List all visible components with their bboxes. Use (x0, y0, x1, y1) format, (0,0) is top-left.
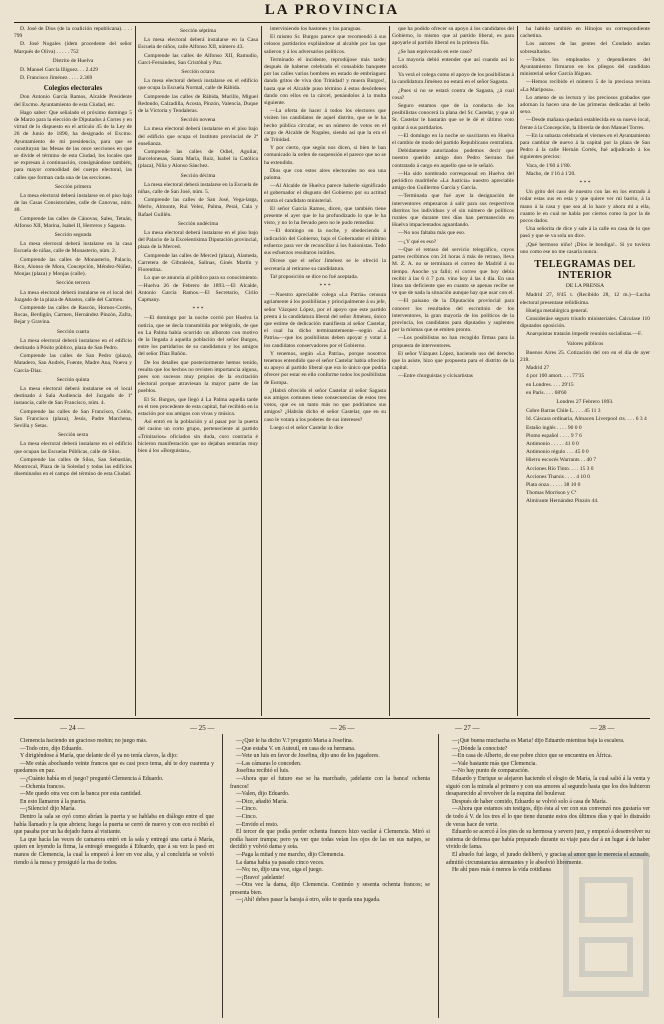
paragraph: La mesa electoral deberá instalarse en el piso bajo del Palacio de la Excelentísima Diputación provincial, plaza de la Merced. (138, 230, 258, 251)
paragraph: en Londres. . . . 29'15 (526, 381, 574, 388)
section-heading: Sección novena (180, 117, 216, 124)
paragraph: —El paisano de la Diputación provincial para conocer los resultados del escrutinio de los interventores, la gran mayoría de los políticos de la provincia, los candidatos para diputados y suplentes por la mismas que se emiten pronto. (392, 298, 514, 334)
paragraph: —En la subasta celebrada el viernes en el Ayuntamiento para cambiar de nuevo á la capital por la plaza de San Pedro á la calle Hernán Cortés, fué adjudicado á los siguientes precios: (520, 132, 650, 161)
paragraph: Estaño inglés . . . . 90 0 0 (526, 424, 582, 431)
folletin-paragraph: —Vale bastante más que Clemencia. (452, 760, 537, 767)
folletin-rule (14, 718, 650, 719)
column-divider (222, 734, 223, 1018)
folletin-paragraph: —Dice, añadió María. (236, 798, 288, 805)
paragraph: La mesa electoral deberá instalarse en la casa Escuela de niñas, calle de Monasterio, núm. 2. (14, 241, 132, 255)
paragraph: —Todos los empleados y dependientes del Ayuntamiento firmaron en los pliegos del candidato ministerial señor García Iñiguez. (520, 56, 650, 78)
paragraph: Comprende las calles de Cánovas, Sales, Tetuán, Alfonso XII, Marina, Isabel II, Herreros y Sagasta. (14, 215, 132, 229)
paragraph: ¿Se han equivocado en este caso? (398, 48, 473, 55)
paragraph: De los detalles que posteriormente hemos tenido, resulta que los hechos no revisten importancia alguna, pues son sucesos muy propios de la excitación electoral porque atraviesan la mayor parte de las pueblos. (138, 359, 258, 395)
section-heading: Sección undécima (177, 220, 219, 227)
paragraph: Luego si el señor Castelar lo dice (270, 424, 344, 431)
paragraph: —La oferta de hacer á todos los electores que visiten los candidatos de aquel distrito, que se le ha hecho pública circular, es un número de votos en el cargo de Alcalde de Nogales, siendo así que la era el de Trinidad. (264, 108, 386, 144)
paragraph: 4 por 100 amort. . . . 77'35 (526, 373, 585, 380)
folletin-column-1 (14, 738, 214, 1018)
paragraph: —Entre churguistas y cicisartistas (398, 373, 473, 380)
paragraph: Comprende las calles de Rascón, Hornos-Cortés, Rocas, Berdigón, Carmen, Hernández Pinzón, Zafra, Bejar y Gravina. (14, 304, 132, 326)
folletin-paragraph: El abuelo fué largo, el jurado deliberó, y gracias al amor que le merecía el acusado, admitió circunstancias atenuantes y le absolvió libremente. (446, 851, 650, 866)
column-divider (135, 26, 136, 716)
paragraph: Acciones Tharsis . . . . 4 10 0 (526, 473, 591, 480)
paragraph: Tal proposición se dice no fué aceptada. (270, 273, 359, 280)
folletin-paragraph: —Ahora que el futuro ese se ha marchado, ¡adelante con la banca! ochenta francos! (230, 775, 430, 790)
folletin-paragraph: La dama había ya pasado cinco veces. (236, 859, 325, 866)
paragraph: Cobre Barras Chile L. . . . 45 11 3 (526, 408, 601, 415)
paragraph: El señor Vázquez López, haciendo uso del derecho que la asiste, hizo que propuesta para el distrito de la capital. (392, 350, 514, 372)
paragraph: La mesa electoral deberá instalarse en el edificio que ocupan las Escuelas Públicas, calle de Silos. (14, 441, 132, 455)
paragraph: —No nos faltaba más que eso. (398, 230, 466, 237)
folletin-paragraph: —¡Ahí! debes pasar la baraja á otro, sólo te queda una jugada. (236, 897, 381, 904)
folletin-paragraph: —Todo otro, dijo Eduardo. (20, 745, 83, 752)
folletin-paragraph: —Que estaba V. en Auteuil, en casa de su hermana. (236, 745, 356, 752)
folletin-paragraph: —¡Qué buena muchacha es María! dijo Eduardo mientras baja la escalera. (452, 738, 625, 744)
folletin-paragraph: —¡Bravo! ¡adelante! (236, 874, 285, 881)
paragraph: —El domingo por la noche corrió por Huelva la noticia, que se decía transmitida por telégrafo, de que en La Palma había ocurrido un alboroto con motivo de la llegada á aquella población del señor Burgos, entre los partidarios de su candidatura y los amigos del señor Díaz Bañón. (138, 315, 258, 358)
paragraph: ¿Pues si no se estará contra de Sagasta, ¿á cual cosa? (392, 87, 514, 101)
paragraph: Dios que con estos aires electorales no sea una paloma. (264, 167, 386, 182)
paragraph: Comprende las calles de San Francisco, Colón, San Francisco (plaza), Jesús, Padre Marchena, Sevilla y Setas. (14, 408, 132, 429)
paragraph: —Que el retraso del servicio telegráfico, cuyos partes recibimos con 24 horas á más de retraso, lleva M. Z. A. no se terminara el correo de Madrid á su tiempo. Anoche ya falló; el correo que hoy debía recibir á las 6 ó 7 p.m. vino hoy á las 4 dia. En una línea tan deficiente que en cuanto se apenas recibe se ve que de nada la situación aunque hay que usar con el. (392, 246, 514, 297)
folletin-paragraph: Dentro la sala se oyó como abrían la puerta y se hablaba en diálogo entre el que había llamado y la que abriera; luego la puerta se cerró de nuevo y con eco recibió el que pasaba por un ha dejado fuera al visitante. (14, 813, 214, 836)
paragraph: Plata onza . . . . . 38 10 0 (526, 481, 581, 488)
masthead-rule (14, 22, 650, 23)
page-number: — 28 — (590, 724, 615, 732)
paragraph: Ya verá el colega como el apoyo de los posibilistas á la candidatura Jiménez no estará en el señor Sagasta. (392, 72, 514, 86)
paragraph: D. José de Dios (de la coalición republicana). . . . 799 (14, 26, 132, 40)
folletin-paragraph: —Cinco. (236, 806, 258, 813)
section-heading: Londres 27 Febrero 1893. (556, 398, 614, 405)
paragraph: Comprende las calles de Merced (plaza), Alameda, Carretera de Gibraleón, Salinas, Ginés Martín y Florentina. (138, 252, 258, 274)
column-2 (138, 26, 258, 716)
paragraph: La mesa electoral deberá instalarse en el edificio que ocupa la Escuela Normal, calle de Rábida. (138, 78, 258, 92)
folletin-paragraph: —¡Silencio! dijo María. (20, 806, 76, 813)
paragraph: La mesa electoral deberá instalarse en el local del Juzgado de la plaza de Abastos, calle del Carmen. (14, 289, 132, 303)
folletin-paragraph: En esto llamaron á la puerta. (20, 798, 87, 805)
paragraph: —Desde mañana quedará establecida en su nuevo local, frente á la Concepción, la librería de don Manuel Torres. (520, 117, 650, 131)
folletin-column-3 (446, 738, 650, 1018)
paragraph: Seguro estamos que de la conducta de los posibilistas conocerá la plana del Sr. Castelar, y que al Sr. Castelar le bastarán que se le dé el último voto quitar á sus partidarios. (392, 103, 514, 131)
paragraph: Comprende las calles de Odiel, Aguilar, Barcelonesas, Santa María, Ruiz, Isabel la Católica (plaza), Niña y Alonso Sánchez. (138, 149, 258, 170)
paragraph: Antimonio régulo . . . 45 0 0 (526, 449, 589, 456)
paragraph: Consideráse seguro triunfo ministeriales. Calculase 110 diputados oposición. (520, 315, 650, 330)
paragraph: Madrid 27, 8'45 t. (Recibido 28, 12 m.)—Lucha electoral presentase reñidísima. (520, 292, 650, 306)
folletin-paragraph: —No; no, dijo una voz, siga el juego. (236, 867, 323, 874)
paragraph: Comprende las calles de San José, Vega-larga, Merlo, Almonte, Rui Velez, Palma, Peral, Cala y Rafael Guillén. (138, 197, 258, 218)
paragraph: ¡Qué hermoso niño! ¡Dios le bendiga!.. Si yo tuviera uno como ese no me casaría nunca. (520, 241, 650, 255)
folletin-paragraph: Y dirigiéndose á María, que delante de él ya no tenía clavos, la dijo: (20, 753, 178, 760)
paragraph: Y tenemos, según «La Patria», porque nosotros tenemos entendido que el señor Castelar había ofrecido su apoyo al partido liberal que era lo único que podría ofrecer por estar en ello conforme todos los posibilistas de Europa. (264, 350, 386, 386)
section-heading: Sección octava (181, 69, 215, 76)
folletin-paragraph: —No hay punto de comparación. (452, 768, 530, 775)
section-heading: Sección décima (180, 172, 216, 179)
folletin-paragraph: He ahí pues más ó menos la vida cotidiana (452, 867, 551, 874)
paragraph: Comprende las calles de Monasterio, Palacio, Rico, Alonso de Mora, Concepción, Méndez-Núñez, Monjas (plaza) y Monjas (calle). (14, 256, 132, 278)
paragraph: Madrid 27 (526, 365, 550, 372)
paragraph: Anarquistas tratarán impedir reunión socialistas.—F. (526, 331, 642, 338)
bold-heading: Colegios electorales (43, 84, 103, 93)
folletin-paragraph: —Paga la mitad y me marcho, dijo Clemencia. (236, 851, 345, 858)
paragraph: ha habido también en Hinojos su correspondiente cachetina. (520, 26, 650, 40)
folletin-paragraph: —Cinco. (236, 813, 258, 820)
paragraph: Así entró en la población y al pasar por la puerta del casino un corto grupo, perteneciente al partido «Trinitarios» oficiados sin duda, coro contraria é hicieron manifestación que no dejaban sentarías muy bien á los «Borguistas», (138, 419, 258, 454)
paragraph: Buenos Aires 25. Cotización del oro en el día de ayer 218. (520, 349, 650, 363)
folletin-paragraph: Eduardo y Enrique se alejaron haciendo el elogio de María, la cual salió á la venta y siguió con la mirada al primero y con sus amores al segundo hasta que los dos hubieron desaparecido al revolver de la esquina del boulevar. (446, 775, 650, 798)
paragraph: D. Francisco Jiménez . . . . 2.369 (20, 75, 93, 82)
page-number: — 27 — (455, 724, 480, 732)
paragraph: D. Manuel García Iñiguez. . . 2.429 (20, 67, 99, 74)
section-heading: Valores públicos (566, 340, 604, 347)
section-heading: Sección sexta (57, 432, 89, 439)
folletin-column-2 (230, 738, 430, 1018)
folletin-paragraph: El tercer de que podía perder ochenta francos hizo vacilar á Clemencia. Miró si podía hacer trampa; pero ya ver que todas veían los ojos de las en sus naipes, se decidió y volvió dama y sota. (230, 829, 430, 851)
paragraph: La mesa electoral deberá instalarse en la Escuela de niñas, calle de San José, núm. 5. (138, 181, 258, 196)
paragraph: que ha podido ofrecer su apoyo á los candidatos del Gobierno, lo mismo que al partido liberal, es para apoyarle al partido liberal en la primera fila. (392, 26, 514, 47)
paragraph: —Hemos recibido el número 5 de la preciosa revista «La Mariposa». (520, 79, 650, 93)
paragraph: Lo que se anuncia al público para su conocimiento.—Huelva 26 de Febrero de 1893.—El Alcalde, Antonio García Ramos.—El Secretario, Cirilo Capmany. (138, 275, 258, 303)
paragraph: —El domingo en la noche se suscitaron en Huelva el cambio de modo del partido Republicano centralista. (392, 132, 514, 147)
column-divider (261, 26, 262, 716)
paragraph: —El domingo en la noche, y obedeciendo á indicación del Gobierno, bajo el Gobernador el último esfuerzo para ver de reconciliar á los fusionistas. Todo sus esfuerzos resultaron inútiles. (264, 228, 386, 257)
paragraph: —Ha sido nombrado corresponsal en Huelva del periódico madrileño «La Justicia» nuestro apreciable amigo don Guillermo García y García. (392, 170, 514, 192)
paragraph: ¿Habrá ofrecido el señor Castelar al señor Sagasta sus amigos comunes tiene consecuencias de estos tres votos, que es un tanto más no que podríamos sus amigos? ¿Habrán dicho el señor Castelar, que en su caso le votara a los poderes de sus intereses? (264, 387, 386, 423)
column-3 (264, 26, 386, 716)
section-heading: Sección cuarta (56, 328, 90, 335)
paragraph: Vaca, de 1'60 á 1'80. (526, 162, 572, 169)
column-4 (392, 26, 514, 716)
paragraph: Acciones Río Tinto. . . . 15 3 0 (526, 465, 594, 472)
paragraph: —Nuestro apreciable colega «La Patria» censura agriamente á los posibilistas y principalmente á su jefe, señor Vázquez López, por el apoyo que este partido presta á la candidatura liberal del señor Jiménez, único que estime de dedicación manifiesta al señor Castelar, el cual ha dicho terminantemente—según «La Patria»—que los posibilistas deben apoyar y votar á los candidatos conservadores por el Gobierno. (264, 292, 386, 349)
paragraph: en París. . . . 68'60 (526, 389, 567, 396)
folletin-paragraph: Eduardo se acercó á los pies de su hermosa y severo juez, y empezó á desenvolver su sistema de defensa que había preparado durante su viaje para dar á un lugar á de haber vivido de fama. (446, 829, 650, 851)
paragraph: —Terminada que fué ayer la designación de interventores empezaron á salir para sus respectivos distritos los individuos y el sin número de políticos rurales que durante tres días han permanecido en Huelva impacientados aguardando. (392, 193, 514, 229)
paragraph: interviniendo los bastones y los paraguas. (270, 26, 362, 32)
paragraph: Comprende las calles de San Pedro (plaza), Matadero, San Andrés, Fuente, Madre Ana, Nueva y García-Díaz. (14, 353, 132, 374)
paragraph: Antimonio . . . . . 41 0 0 (526, 440, 579, 447)
paragraph: Dícese que el señor Jiménez se le ofreció la secretaría al retirarse su candidatura. (264, 258, 386, 272)
folletin-paragraph: Josefina recibió el luis. (236, 768, 290, 775)
paragraph: Plomo español . . . . 9 7 6 (526, 432, 582, 439)
paragraph: Macho, de 1'16 á 1'20. (526, 170, 576, 177)
section-heading: Sección segunda (54, 232, 92, 239)
folletin-paragraph: —Otra vez la dama, dijo Clemencia. Continúo y sesenta ochenta francos; se presenta bien. (230, 882, 430, 896)
folletin-paragraph: —Ahora que estamos sin testigos, dijo ésta al ver con sus convenzó nos gustaría ver de todo á V. de los tres el lo que tiene durante estos dos últimos días y qué lo distraído de veras hace de verte. (446, 806, 650, 828)
paragraph: Thomas Morrison y Cª (526, 490, 577, 497)
page-number: — 25 — (190, 724, 215, 732)
paragraph: La mesa electoral deberá instalarse en la Casa Escuela de niños, calle Alfonso XII, número 43. (138, 37, 258, 51)
folletin-paragraph: —Las cámaras lo conceden. (236, 760, 302, 767)
folletin-paragraph: —Ochenta francos. (20, 783, 66, 790)
folletin-paragraph: —¿Cuánto había en el juego? preguntó Clemencia á Eduardo. (20, 775, 164, 782)
page-number: — 26 — (330, 724, 355, 732)
section-heading: DE LA PRENSA (565, 283, 605, 290)
paragraph: Hierro escocés Warrants . . 40 7 (526, 457, 597, 464)
paragraph: —Los posibilistas no han recogido firmas para la propuesta de interventores. (392, 335, 514, 349)
paragraph: —¿Y qué es eso? (398, 238, 437, 245)
paragraph: El mismo Sr. Burgos parece que recomendó á sus celosos partidarios expliándose al alcalde por las que salieron y á los adversarios políticos. (264, 34, 386, 55)
folletin-paragraph: Después de haber comido, Eduardo se volvió solo á casa de María. (452, 798, 608, 805)
paragraph: Una señorita de dice y sale á la calle en casa de lo que pasó y que se va sola un dice. (520, 226, 650, 240)
section-separator: * * * (319, 282, 331, 289)
paragraph: Almirante Hernández Pinzón 44. (526, 498, 599, 505)
paragraph: La mayoría debió entender que así cuando así lo acordó. (392, 56, 514, 71)
folletin-paragraph: —Me estás abochando veinte francos que es casi poco tema, ahí te doy cuarenta y quedamos en paz. (14, 760, 214, 775)
column-1 (14, 26, 132, 716)
folletin-paragraph: —Envido el resto. (236, 821, 279, 828)
paragraph: Hago saber: Que señalado el próximo domingo 5 de Marzo para la elección de Diputados á Cortes y en virtud de lo dispuesto en el artículo 45 de la Ley de 26 de Junio de 1890, ha designado el Excmo. Ayuntamiento de mi presidencia, para que se constituyan las Mesas de las once secciones en que se divide el término de esta Ciudad, los locales que se expresan á continuación, consignándose también, para mayor comodidad del cuerpo electoral, las calles que forman cada una de las secciones. (14, 109, 132, 181)
paragraph: Id. Cáscara ordinaria, Almacen Liverpool cts. . . . 6 3 4 (526, 416, 647, 423)
column-divider (438, 734, 439, 1018)
page-number: — 24 — (60, 724, 85, 732)
paragraph: Comprende las calles de Rábida, Murillo, Miguel Redondo, Calzadilla, Acosta, Pinzón, Valencia, Duque de la Victoria y Tendaleras. (138, 93, 258, 115)
column-divider (517, 26, 518, 716)
folletin-paragraph: —Vete un luis en favor de Josefina, dijo uno de los jugadores. (236, 753, 380, 760)
paragraph: Debidamente autorizados podemos decir que nuestro querido amigo don Pedro Serrano fué contratado á cargo en aquello que se le señaló. (392, 148, 514, 169)
paragraph: Lo ameno de su lectura y los preciosos grabados que adornan la hacen una de las primeras dedicadas al bello sexo. (520, 94, 650, 116)
paragraph: Los autores de las gentes del Condado andan sobresaltados. (520, 41, 650, 55)
folletin-paragraph: La que hacía las veces de camarera entró en la sala y entregó una carta á María, quien en leyendo la firma, la entregó enseguida á Eduardo, que á su vez la pasó en manos de Clemencia, la cual la empezó á leer en voz alta, y al concluirla se volvió riendo á la mesa y prosiguió la risa de todos. (14, 836, 214, 866)
paragraph: Huelga metalúrgica general. (526, 307, 589, 314)
paragraph: La mesa electoral deberá instalarse en el piso bajo del edificio que ocupa el Instituto provincial de 2ª enseñanza. (138, 126, 258, 147)
paragraph: Comprende las calles de Alfonso XII, Ramudio, Garci-Fernández, San Cristóbal y Paz. (138, 52, 258, 66)
paragraph: —Al Alcalde de Huelva parece haberle significado el gobernador el disgusto del Gobierno por su actitud contra el candidato ministerial. (264, 183, 386, 204)
section-heading: Sección quinta (56, 376, 90, 383)
section-heading: Sección primera (55, 183, 91, 190)
section-heading: Distrito de Huelva (52, 57, 94, 64)
folletin-paragraph: —Valen, dijo Eduardo. (236, 791, 290, 798)
paragraph: Terminado el incidente, reprodújose más tarde; después de haberse celebrado el consabido banquete por las calles varios hombres en estado de embriaguez dando gritos de viva don Trinidad! y muera Burgos!, hasta que el Alcalde puso término á estos desórdenes dando con ellos en la cárcel, penándolos á la multa siguiente. (264, 56, 386, 107)
paragraph: El señor García Ramos, dicen, que también tiene presente el ayer que le ha profundizado lo que le ha visto, y no lo ha llevado pero no le pudo remediar. (264, 205, 386, 227)
folletin-paragraph: —¿Qué le ha dicho V.? preguntó María á Josefina. (236, 738, 353, 744)
folletin-paragraph: —¿Dónde la conociste? (452, 745, 508, 752)
paragraph: La mesa electoral deberá instalarse en el edificio destinado á Pósito público, plaza de San Pedro. (14, 337, 132, 351)
folletin-paragraph: —En casa de Alberto, de ese pobre chico que se encuentra en África. (452, 753, 612, 760)
folletin-paragraph: —Me quedo otra vez con la banca por esta cantidad. (20, 791, 142, 798)
telegram-heading: TELEGRAMAS DEL INTERIOR (534, 259, 636, 282)
masthead-title: LA PROVINCIA (264, 2, 400, 18)
paragraph: La mesa electoral deberá instalarse en el piso bajo de las Casas Consistoriales, calle de Canovas, núm. 48. (14, 193, 132, 214)
paragraph: La mesa electoral deberá instalarse en el local destinado á Sala Audiencia del Juzgado de 1ª instancia, calle de San Francisco, núm. 4. (14, 385, 132, 407)
paragraph: El Sr. Burgos, que llegó á La Palma aquella tarde en el tren procedente de esta capital, fué recibido en la estación por sus amigos con vivas y música. (138, 396, 258, 417)
paragraph: D. José Nogales (ídem procedente del señor Marqués de Oliva) . . . . . 752 (14, 41, 132, 55)
paragraph: Un grito del caso de nuestro con las en los entrado á rodar estas sus en esta y que quiere ver mi barrio, á la mano á la casa y que sea al lo hace y ahora mi a ella, cuanto le en cual ne había por ciertos como la por la de pocos dados. (520, 189, 650, 225)
column-divider (389, 26, 390, 716)
section-heading: Sección séptima (180, 28, 216, 34)
paragraph: Don Antonio García Ramos, Alcalde Presidente del Excmo. Ayuntamiento de esta Ciudad, etc. (14, 94, 132, 108)
section-separator: * * * (192, 306, 204, 313)
section-heading: Sección tercera (56, 280, 90, 287)
folletin-paragraph: Clemencia haciendo un gracioso mohín; no juego más. (20, 738, 148, 744)
column-5 (520, 26, 650, 716)
paragraph: Y por cierto, que según nos dicen, si bien le han comunicado la orden de suspensión el parece que no se ha extendido. (264, 145, 386, 166)
paragraph: Comprende las calles de Silos, San Sebastián, Montrocal, Plaza de la Soledad y todas las edificios diseminados en el campo del término de esta Ciudad. (14, 456, 132, 478)
section-separator: * * * (579, 180, 591, 187)
